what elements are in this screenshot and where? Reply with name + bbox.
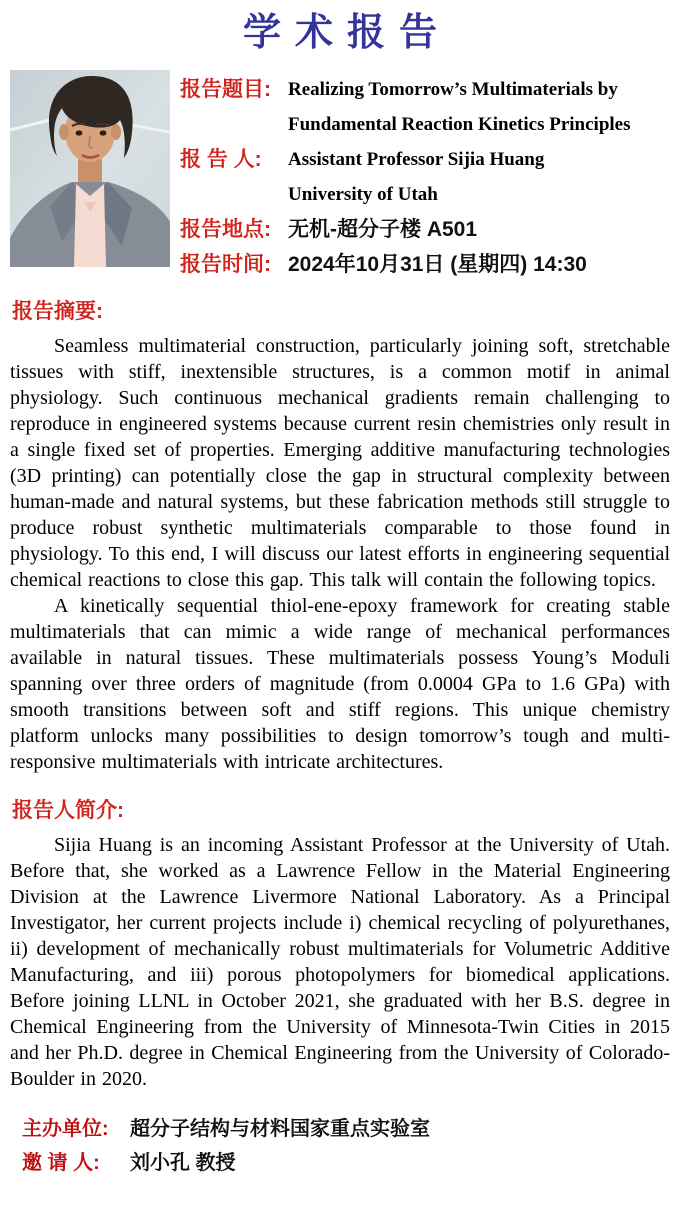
speaker-label: 报 告 人: — [180, 148, 262, 171]
bio-heading: 报告人简介: — [12, 799, 124, 822]
host-row — [22, 1112, 680, 1146]
host-label: 主办单位: — [22, 1118, 109, 1140]
talk-info — [180, 70, 670, 282]
topic-label: 报告题目: — [180, 78, 271, 101]
bio-paragraph: Sijia Huang is an incoming Assistant Professor at the University of Utah. Before that, she worked as a Lawrence Fellow in the Material Engineering Division at the Lawrence Livermore National Laboratory. As a Principal Investigator, her current projects include i) chemical recycling of polyurethanes, ii) development of mechanically robust multimaterials for Volumetric Additive Manufacturing, and iii) porous photopolymers for biomedical applications. Before joining LLNL in October 2021, she graduated with her B.S. degree in Chemical Engineering from the University of Minnesota-Twin Cities in 2015 and her Ph.D. degree in Chemical Engineering from the University of Colorado-Boulder in 2020. — [10, 834, 670, 1090]
abstract-paragraph-1: Seamless multimaterial construction, particularly joining soft, stretchable tissues with stiff, inextensible structures, is a common motif in animal physiology. Such continuous mechanical gradients remain challenging to reproduce in engineered systems because current resin chemistries only result in a single fixed set of properties. Emerging additive manufacturing technologies (3D printing) can potentially close the gap in structural complexity between human-made and natural systems, but these fabrication methods still struggle to produce robust synthetic multimaterials comparable to those found in physiology. To this end, I will discuss our latest efforts in engineering sequential chemical reactions to close this gap. This talk will contain the following topics. — [10, 335, 670, 591]
host-value: 超分子结构与材料国家重点实验室 — [130, 1118, 430, 1140]
talk-title-line-2: Fundamental Reaction Kinetics Principles — [288, 114, 631, 135]
info-row-venue — [180, 212, 670, 247]
abstract-heading: 报告摘要: — [12, 300, 103, 323]
time-text: 2024年10月31日 (星期四) 14:30 — [288, 253, 587, 276]
info-row-topic — [180, 72, 670, 142]
inviter-label: 邀 请 人: — [22, 1152, 100, 1174]
speaker-value — [288, 142, 670, 212]
footer-section — [22, 1112, 680, 1180]
talk-title-line-1: Realizing Tomorrow’s Multimaterials by — [288, 79, 618, 100]
speaker-affiliation-line: University of Utah — [288, 184, 438, 205]
time-value — [288, 247, 670, 282]
speaker-name-line: Assistant Professor Sijia Huang — [288, 149, 545, 170]
venue-label: 报告地点: — [180, 218, 271, 241]
abstract-paragraph-2: A kinetically sequential thiol-ene-epoxy framework for creating stable multimaterials that can mimic a wide range of mechanical performances available in natural tissues. These multimaterials possess Young’s Moduli spanning over three orders of magnitude (from 0.0004 GPa to 1.6 GPa) with smooth transitions between soft and stiff regions. This unique chemistry platform unlocks many possibilities to design tomorrow’s tough and multi-responsive multimaterials with intricate architectures. — [10, 595, 670, 773]
speaker-photo-illustration — [10, 70, 170, 267]
topic-value — [288, 72, 670, 142]
inviter-row — [22, 1146, 680, 1180]
header-section — [10, 70, 670, 282]
info-row-speaker — [180, 142, 670, 212]
speaker-photo — [10, 70, 170, 267]
venue-text: 无机-超分子楼 A501 — [288, 218, 478, 241]
seminar-poster — [0, 8, 680, 1210]
info-row-time — [180, 247, 670, 282]
venue-value — [288, 212, 670, 247]
inviter-value: 刘小孔 教授 — [130, 1152, 236, 1174]
page-title: 学术报告 — [242, 9, 451, 54]
time-label: 报告时间: — [180, 253, 271, 276]
